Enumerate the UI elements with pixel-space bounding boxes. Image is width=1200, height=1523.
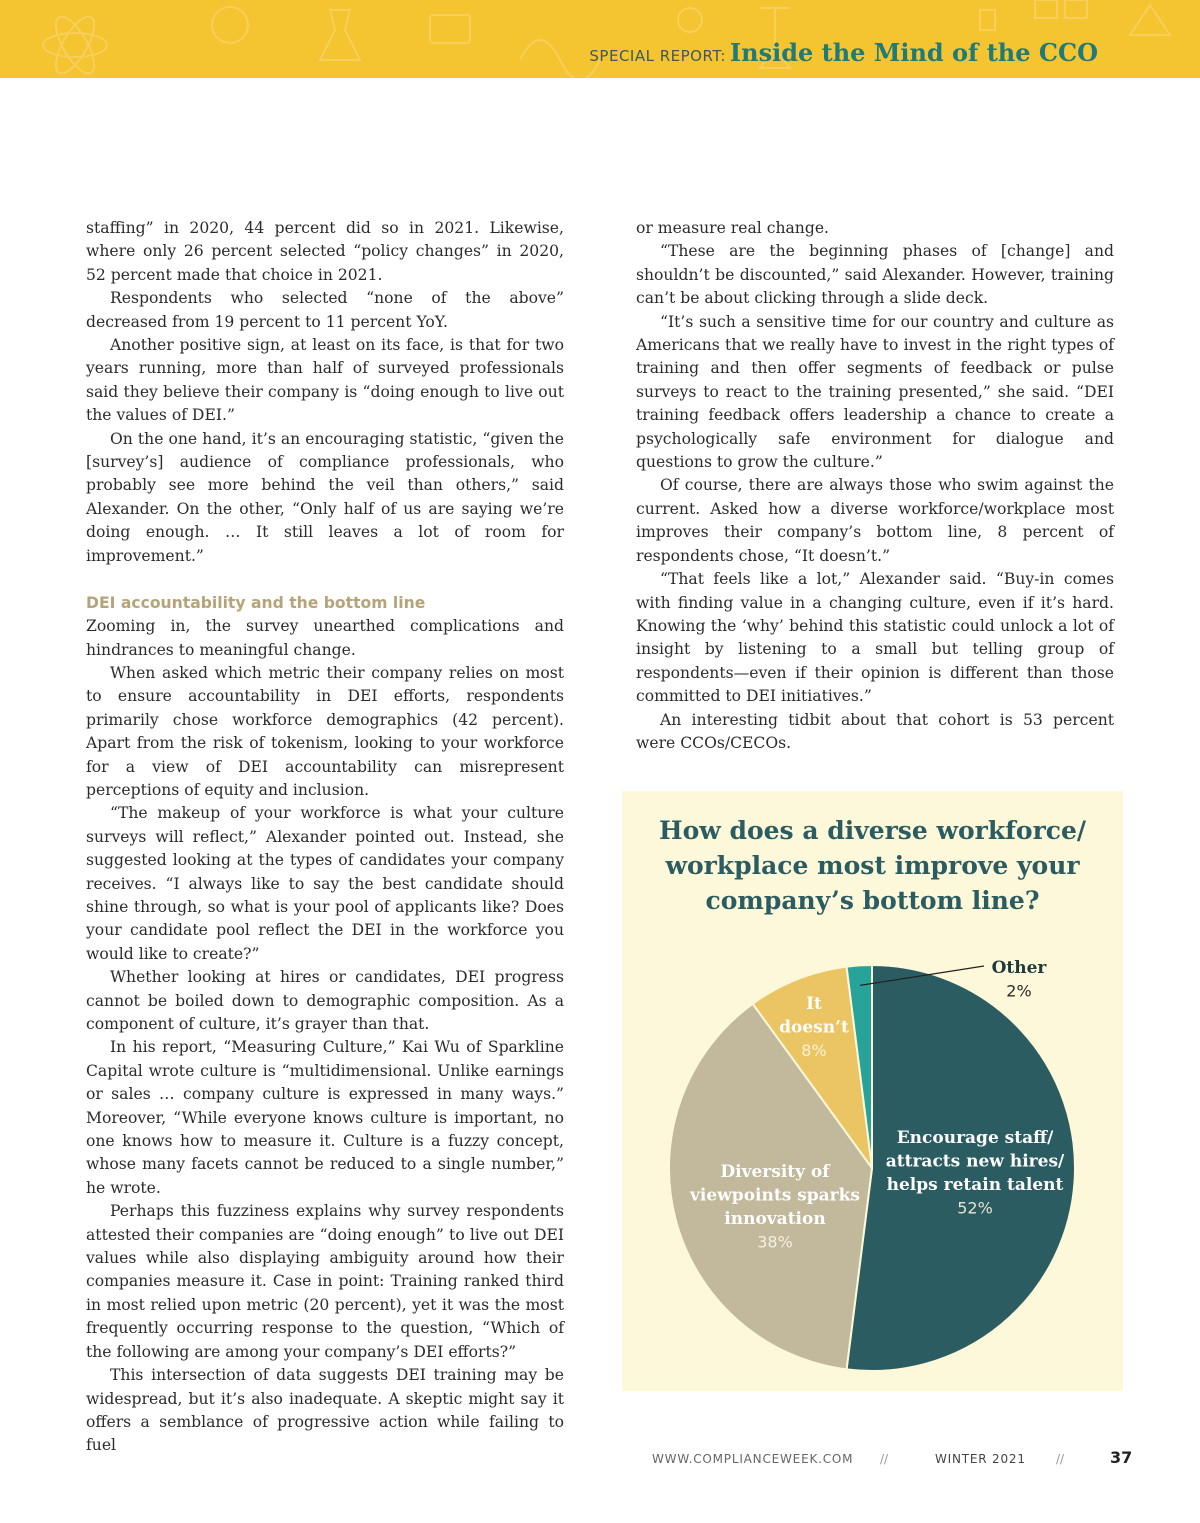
footer-separator: // [1056, 1452, 1065, 1466]
footer-issue: WINTER 2021 [935, 1452, 1026, 1466]
footer-url: WWW.COMPLIANCEWEEK.COM [652, 1452, 854, 1466]
paragraph: staffing” in 2020, 44 percent did so in 2021. Likewise, where only 26 percent selected “policy changes” in 2020, 52 percent made that choice in 2021. [86, 219, 564, 284]
paragraph: Of course, there are always those who swim against the current. Asked how a diverse workforce/workplace most improves their company’s bottom line, 8 percent of respondents chose, “It doesn’t.” [636, 476, 1114, 565]
slice-label-line: helps retain talent [886, 1175, 1064, 1195]
slice-label-line: viewpoints sparks [690, 1185, 860, 1206]
slice-value-label: 8% [801, 1041, 827, 1060]
paragraph: Another positive sign, at least on its face, is that for two years running, more than half of surveyed professionals said they believe their company is “doing enough to live out the values of DEI.” [86, 336, 564, 425]
paragraph: Whether looking at hires or candidates, DEI progress cannot be boiled down to demographic composition. As a component of culture, it’s grayer than that. [86, 968, 564, 1033]
paragraph: On the one hand, it’s an encouraging statistic, “given the [survey’s] audience of compliance professionals, who probably see more behind the veil than others,” said Alexander. On the other, “Only half of us are saying we’re doing enough. … It still leaves a lot of room for improvement.” [86, 429, 564, 565]
section-subhead: DEI accountability and the bottom line [86, 594, 426, 613]
paragraph: When asked which metric their company relies on most to ensure accountability in DEI efforts, respondents primarily chose workforce demographics (42 percent). Apart from the risk of tokenism, looking to your workforce for a view of DEI accountability can misrepresent perceptions of equity and inclusion. [86, 663, 564, 799]
paragraph: In his report, “Measuring Culture,” Kai Wu of Sparkline Capital wrote culture is “multidimensional. Unlike earnings or sales … company culture is expressed in many ways.” Moreover, “While everyone knows culture is important, no one knows how to measure it. Culture is a fuzzy concept, whose many facets cannot be reduced to a single number,” he wrote. [86, 1038, 564, 1197]
pie-chart [622, 791, 1123, 1391]
slice-value-label: 52% [957, 1198, 993, 1218]
paragraph: Zooming in, the survey unearthed complications and hindrances to meaningful change. [86, 617, 564, 659]
paragraph: or measure real change. [636, 219, 830, 237]
paragraph: Perhaps this fuzziness explains why survey respondents attested their companies are “doing enough” to live out DEI values while also displaying ambiguity around how their companies measure it. Case in point: Training ranked third in most relied upon metric (20 percent), yet it was the most frequently occurring response to the question, “Which of the following are among your company’s DEI efforts?” [86, 1202, 564, 1361]
slice-label-line: attracts new hires/ [885, 1151, 1065, 1172]
slice-label-line: Encourage staff/ [896, 1128, 1054, 1148]
left-column [86, 217, 564, 1458]
paragraph: An interesting tidbit about that cohort is 53 percent were CCOs/CECOs. [636, 710, 1114, 752]
slice-label-line: doesn’t [779, 1017, 849, 1038]
report-name: Inside the Mind of the CCO [729, 38, 1098, 67]
paragraph: This intersection of data suggests DEI training may be widespread, but it’s also inadequate. A skeptic might say it offers a semblance of progressive action while failing to fuel [86, 1366, 564, 1455]
paragraph: “That feels like a lot,” Alexander said. “Buy-in comes with finding value in a changing culture, even if it’s hard. Knowing the ‘why’ behind this statistic could unlock a lot of insight by listening to a small but telling group of respondents—even if their opinion is different than those committed to DEI initiatives.” [636, 570, 1114, 706]
slice-label-line: Diversity of [720, 1162, 830, 1182]
header-banner [0, 0, 1200, 78]
report-kicker: SPECIAL REPORT: [589, 47, 726, 65]
slice-value-label: 38% [757, 1232, 793, 1252]
paragraph: “These are the beginning phases of [change] and shouldn’t be discounted,” said Alexander. However, training can’t be about clicking through a slide deck. [636, 242, 1114, 308]
pie-chart-panel [622, 791, 1123, 1391]
slice-label [992, 958, 1048, 1001]
slice-value-label: 2% [1006, 981, 1032, 1001]
footer-separator: // [880, 1452, 889, 1466]
page-number: 37 [1110, 1448, 1133, 1467]
right-column [636, 217, 1114, 755]
slice-label-line: innovation [724, 1209, 826, 1229]
chart-title-line: company’s bottom line? [705, 886, 1040, 915]
paragraph: Respondents who selected “none of the above” decreased from 19 percent to 11 percent YoY. [86, 289, 564, 331]
slice-label-line: It [806, 994, 822, 1014]
chart-title-line: How does a diverse workforce/ [658, 816, 1087, 845]
paragraph: “It’s such a sensitive time for our country and culture as Americans that we really have to invest in the right types of training and then offer segments of feedback or pulse surveys to react to the training presented,” she said. “DEI training feedback offers leadership a chance to create a psychologically safe environment for dialogue and questions to grow the culture.” [636, 312, 1114, 472]
slice-label-line: Other [991, 958, 1047, 978]
paragraph: “The makeup of your workforce is what your culture surveys will reflect,” Alexander pointed out. Instead, she suggested looking at the types of candidates your company receives. “I always like to say the best candidate should shine through, so what is your pool of applicants like? Does your candidate pool reflect the DEI in the workforce you would like to create?” [86, 804, 564, 963]
page-footer [0, 1450, 1200, 1470]
report-title [589, 38, 1098, 67]
chart-title-line: workplace most improve your [665, 851, 1080, 880]
